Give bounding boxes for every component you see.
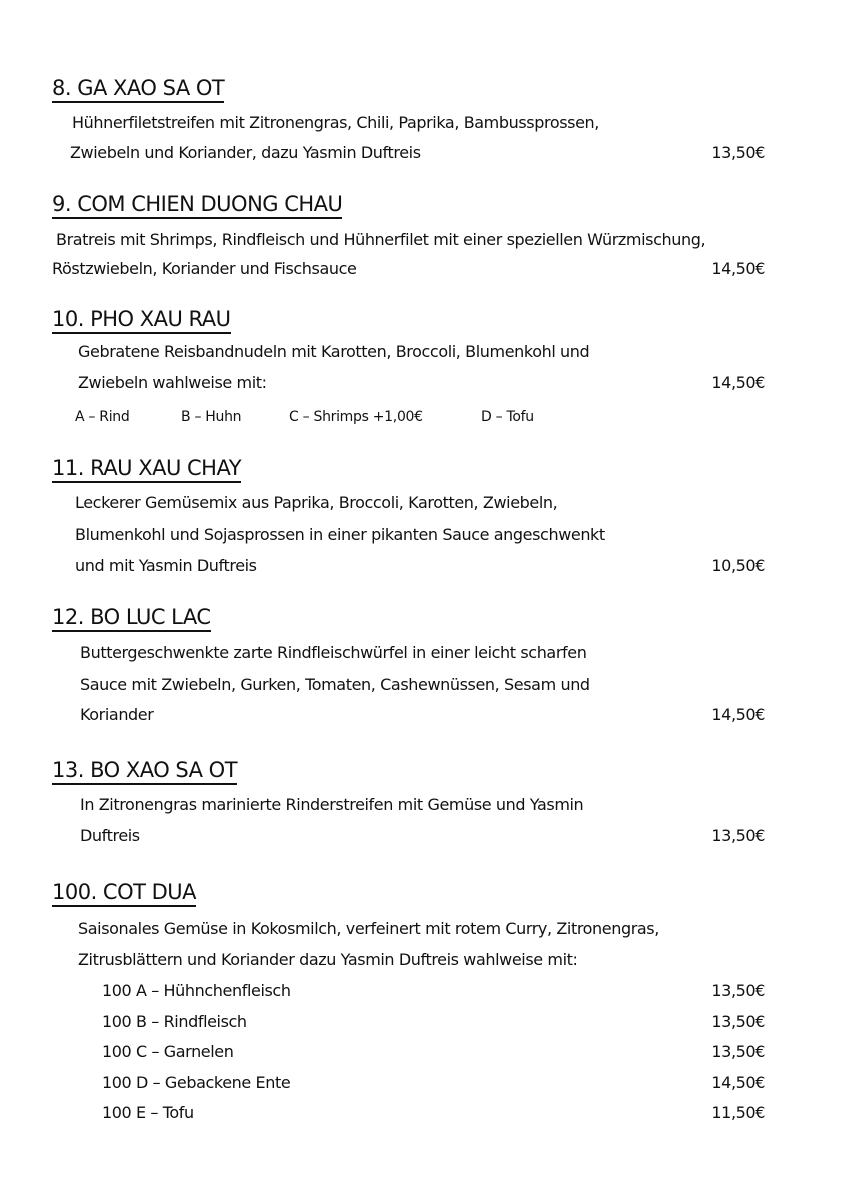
dish-title: 11. RAU XAU CHAY xyxy=(52,456,241,483)
dish-description: Zwiebeln und Koriander, dazu Yasmin Duftreis xyxy=(70,143,421,162)
dish-price: 14,50€ xyxy=(711,259,765,278)
dish-title: 100. COT DUA xyxy=(52,880,196,907)
dish-title: 12. BO LUC LAC xyxy=(52,605,211,632)
dish-title: 13. BO XAO SA OT xyxy=(52,758,237,785)
dish-option: B – Huhn xyxy=(181,409,242,425)
dish-title: 9. COM CHIEN DUONG CHAU xyxy=(52,192,342,219)
dish-description: Buttergeschwenkte zarte Rindfleischwürfel in einer leicht scharfen xyxy=(80,643,587,662)
dish-description: Leckerer Gemüsemix aus Paprika, Broccoli, Karotten, Zwiebeln, xyxy=(75,493,558,512)
variant-label: 100 C – Garnelen xyxy=(102,1042,234,1061)
variant-label: 100 E – Tofu xyxy=(102,1103,194,1122)
variant-price: 13,50€ xyxy=(711,1012,765,1031)
variant-price: 11,50€ xyxy=(711,1103,765,1122)
dish-title: 10. PHO XAU RAU xyxy=(52,307,231,334)
dish-description: Zwiebeln wahlweise mit: xyxy=(78,373,267,392)
variant-label: 100 B – Rindfleisch xyxy=(102,1012,247,1031)
variant-price: 13,50€ xyxy=(711,981,765,1000)
variant-label: 100 D – Gebackene Ente xyxy=(102,1073,291,1092)
dish-description: und mit Yasmin Duftreis xyxy=(75,556,257,575)
dish-description: Blumenkohl und Sojasprossen in einer pikanten Sauce angeschwenkt xyxy=(75,525,605,544)
dish-option: C – Shrimps +1,00€ xyxy=(289,409,423,425)
variant-price: 14,50€ xyxy=(711,1073,765,1092)
dish-description: Hühnerfiletstreifen mit Zitronengras, Chili, Paprika, Bambussprossen, xyxy=(72,113,599,132)
dish-description: Duftreis xyxy=(80,826,140,845)
dish-description: Zitrusblättern und Koriander dazu Yasmin Duftreis wahlweise mit: xyxy=(78,950,578,969)
dish-option: D – Tofu xyxy=(481,409,534,425)
dish-price: 14,50€ xyxy=(711,705,765,724)
dish-description: Bratreis mit Shrimps, Rindfleisch und Hühnerfilet mit einer speziellen Würzmischung, xyxy=(56,230,706,249)
dish-description: Koriander xyxy=(80,705,154,724)
dish-price: 13,50€ xyxy=(711,143,765,162)
dish-description: In Zitronengras marinierte Rinderstreifen mit Gemüse und Yasmin xyxy=(80,795,584,814)
dish-price: 10,50€ xyxy=(711,556,765,575)
variant-label: 100 A – Hühnchenfleisch xyxy=(102,981,291,1000)
dish-title: 8. GA XAO SA OT xyxy=(52,76,224,103)
dish-price: 13,50€ xyxy=(711,826,765,845)
dish-description: Gebratene Reisbandnudeln mit Karotten, Broccoli, Blumenkohl und xyxy=(78,342,590,361)
dish-description: Sauce mit Zwiebeln, Gurken, Tomaten, Cashewnüssen, Sesam und xyxy=(80,675,590,694)
variant-price: 13,50€ xyxy=(711,1042,765,1061)
dish-description: Röstzwiebeln, Koriander und Fischsauce xyxy=(52,259,357,278)
dish-price: 14,50€ xyxy=(711,373,765,392)
dish-description: Saisonales Gemüse in Kokosmilch, verfeinert mit rotem Curry, Zitronengras, xyxy=(78,919,659,938)
dish-option: A – Rind xyxy=(75,409,130,425)
